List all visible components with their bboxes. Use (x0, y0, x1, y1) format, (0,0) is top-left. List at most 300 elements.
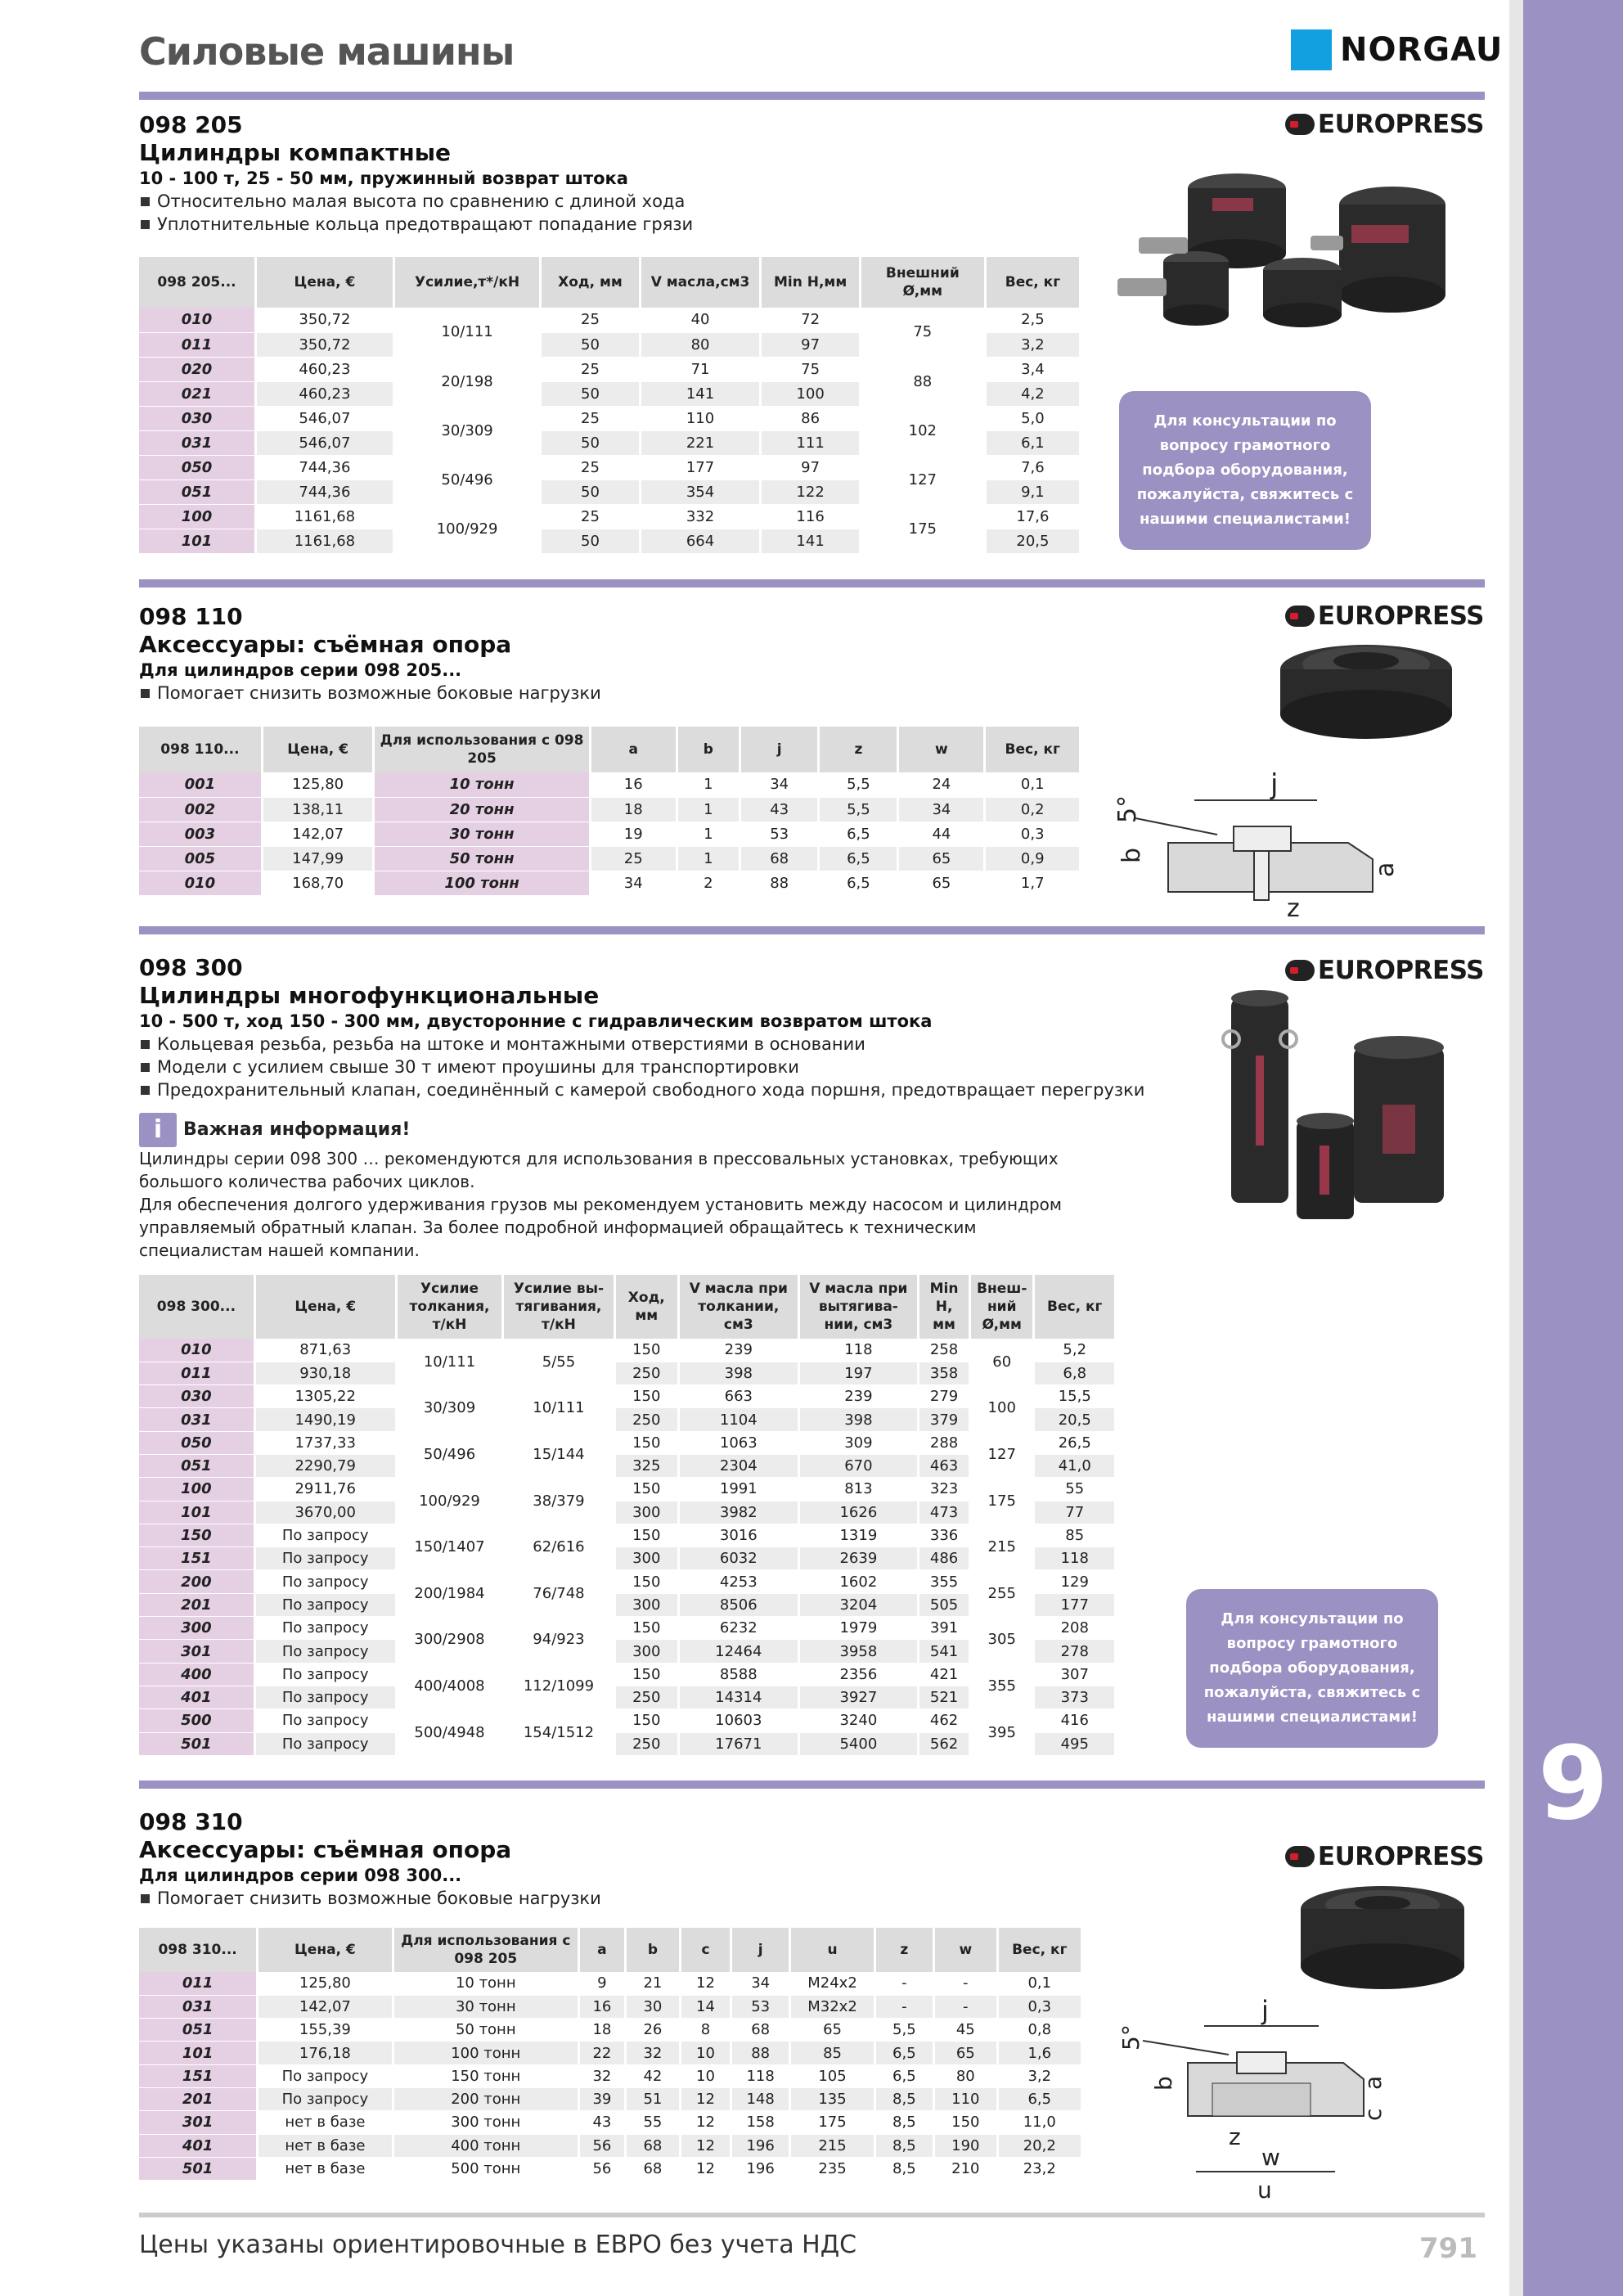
article-code: 021 (139, 381, 255, 406)
table-cell: 379 (919, 1408, 970, 1431)
table-header: V масла,см3 (640, 257, 761, 308)
table-cell: 50 (541, 381, 640, 406)
table-row (139, 2087, 1082, 2110)
table-cell: 239 (679, 1339, 799, 1362)
table-cell: 300 тонн (393, 2111, 578, 2134)
table-cell: 10603 (679, 1709, 799, 1732)
table-cell: 25 (541, 455, 640, 479)
table-header: Усилие,т*/кН (393, 257, 540, 308)
product-subtitle: 10 - 100 т, 25 - 50 мм, пружинный возврат штока (139, 169, 628, 188)
table-cell: 10/111 (393, 308, 540, 357)
table-cell: 1104 (679, 1408, 799, 1431)
table-cell: 6,5 (874, 2064, 933, 2087)
table-cell: По запросу (254, 1732, 396, 1755)
table-cell: 148 (731, 2087, 790, 2110)
article-code: 011 (139, 332, 255, 357)
table-cell: 250 (614, 1362, 679, 1384)
table-cell: 118 (798, 1339, 919, 1362)
table-cell: 122 (761, 479, 860, 504)
section-divider (139, 579, 1485, 588)
table-cell: 4253 (679, 1570, 799, 1593)
table-cell: - (874, 1972, 933, 1995)
table-cell: По запросу (258, 2087, 393, 2110)
product-code: 098 110 (139, 603, 243, 630)
section-divider (139, 926, 1485, 934)
table-cell: 45 (934, 2019, 998, 2042)
table-cell: 150 тонн (393, 2064, 578, 2087)
table-cell: 0,2 (985, 797, 1081, 822)
table-cell: 813 (798, 1478, 919, 1501)
article-code: 051 (139, 1454, 254, 1477)
table-cell: 50 (541, 430, 640, 455)
table-row (139, 2111, 1082, 2134)
table-cell: 60 (969, 1339, 1034, 1385)
table-cell: 2639 (798, 1547, 919, 1570)
table-header: 098 205... (139, 257, 255, 308)
table-cell: 221 (640, 430, 761, 455)
table-cell: 325 (614, 1454, 679, 1477)
norgau-square-icon (1291, 29, 1332, 70)
table-row (139, 2064, 1082, 2087)
support-base-diagram (1103, 761, 1414, 925)
table-cell: 40 (640, 308, 761, 332)
table-cell: 77 (1034, 1501, 1116, 1524)
table-cell: 50 (541, 479, 640, 504)
table-cell: 75 (860, 308, 985, 357)
table-cell: 250 (614, 1408, 679, 1431)
table-cell: 258 (919, 1339, 970, 1362)
table-cell: 94/923 (503, 1617, 614, 1663)
table-cell: 65 (790, 2019, 874, 2042)
table-cell: 51 (625, 2087, 680, 2110)
table-header: 098 310... (139, 1928, 258, 1972)
table-cell: 15,5 (1034, 1385, 1116, 1408)
table-cell: 30/309 (396, 1385, 503, 1432)
table-cell: 744,36 (255, 479, 393, 504)
feature-bullet: Предохранительный клапан, соединённый с камерой свободного хода поршня, предотвращает перегрузки (139, 1078, 1144, 1101)
table-cell: 8,5 (874, 2134, 933, 2157)
table-cell: 495 (1034, 1732, 1116, 1755)
table-cell: 65 (898, 846, 985, 871)
table-cell: 6032 (679, 1547, 799, 1570)
table-cell: 8,5 (874, 2157, 933, 2180)
table-header: 098 300... (139, 1275, 254, 1339)
article-code: 151 (139, 1547, 254, 1570)
feature-bullet: Относительно малая высота по сравнению с длиной хода (139, 190, 693, 213)
article-code: 011 (139, 1972, 258, 1995)
table-row (139, 308, 1081, 332)
table-cell: 1991 (679, 1478, 799, 1501)
table-row (139, 1570, 1116, 1593)
table-cell: 150 (934, 2111, 998, 2134)
table-row (139, 406, 1081, 430)
table-cell: 3958 (798, 1640, 919, 1663)
table-cell: 175 (969, 1478, 1034, 1524)
table-cell: 105 (790, 2064, 874, 2087)
table-cell: 871,63 (254, 1339, 396, 1362)
table-header: Цена, € (258, 1928, 393, 1972)
info-icon: i (139, 1113, 177, 1147)
table-cell: 10 тонн (393, 1972, 578, 1995)
table-cell: 25 (541, 504, 640, 529)
table-row (139, 822, 1081, 846)
spec-table-098110 (139, 727, 1081, 896)
table-cell: 5,5 (874, 2019, 933, 2042)
table-cell: 500/4948 (396, 1709, 503, 1756)
table-cell: 175 (860, 504, 985, 553)
table-cell: 14314 (679, 1686, 799, 1708)
table-cell: 0,8 (997, 2019, 1081, 2042)
table-cell: 416 (1034, 1709, 1116, 1732)
article-code: 031 (139, 1995, 258, 2018)
table-cell: 210 (934, 2157, 998, 2180)
table-cell: 200/1984 (396, 1570, 503, 1617)
table-cell: 26 (625, 2019, 680, 2042)
table-cell: 1 (677, 846, 740, 871)
table-cell: По запросу (254, 1593, 396, 1616)
table-cell: 158 (731, 2111, 790, 2134)
table-cell: 300 (614, 1593, 679, 1616)
table-cell: 1161,68 (255, 504, 393, 529)
table-cell: 43 (740, 797, 819, 822)
table-cell: 300 (614, 1501, 679, 1524)
table-header: z (874, 1928, 933, 1972)
table-cell: 20 тонн (374, 797, 590, 822)
feature-bullet: Кольцевая резьба, резьба на штоке и монтажными отверстиями в основании (139, 1033, 1144, 1056)
table-header: V масла при вытягива-нии, см3 (798, 1275, 919, 1339)
table-cell: 744,36 (255, 455, 393, 479)
table-cell: 10 (680, 2064, 731, 2087)
consult-box: Для консультации по вопросу грамотного подбора оборудования, пожалуйста, свяжитесь с нашими специалистами! (1186, 1589, 1438, 1748)
svg-text:w: w (1261, 2144, 1280, 2171)
table-header: a (578, 1928, 625, 1972)
table-row (139, 1339, 1116, 1362)
section-divider (139, 92, 1485, 100)
table-cell: 546,07 (255, 430, 393, 455)
table-cell: 1602 (798, 1570, 919, 1593)
europress-logo: EUROPRESS (1285, 1844, 1484, 1870)
table-cell: 0,1 (997, 1972, 1081, 1995)
table-cell: 18 (590, 797, 677, 822)
svg-text:z: z (1287, 894, 1300, 923)
europress-mark-icon (1285, 114, 1315, 135)
table-header: Min H, мм (919, 1275, 970, 1339)
table-cell: 24 (898, 772, 985, 797)
table-cell: 5,0 (985, 406, 1080, 430)
article-code: 050 (139, 1431, 254, 1454)
table-cell: 30 (625, 1995, 680, 2018)
table-cell: 6,5 (997, 2087, 1081, 2110)
table-cell: 154/1512 (503, 1709, 614, 1756)
table-cell: 358 (919, 1362, 970, 1384)
article-code: 501 (139, 1732, 254, 1755)
table-cell: 664 (640, 529, 761, 553)
table-cell: 34 (740, 772, 819, 797)
europress-logo: EUROPRESS (1285, 603, 1484, 629)
table-cell: 150 (614, 1478, 679, 1501)
table-header: c (680, 1928, 731, 1972)
table-cell: По запросу (254, 1686, 396, 1708)
table-cell: 147,99 (262, 846, 374, 871)
section-098300 (139, 954, 1144, 1101)
product-subtitle: Для цилиндров серии 098 300... (139, 1866, 462, 1885)
table-cell: 3927 (798, 1686, 919, 1708)
table-cell: 150 (614, 1339, 679, 1362)
table-row (139, 1501, 1116, 1524)
table-row (139, 1593, 1116, 1616)
table-cell: 97 (761, 332, 860, 357)
table-cell: 175 (790, 2111, 874, 2134)
table-cell: 11,0 (997, 2111, 1081, 2134)
article-code: 201 (139, 1593, 254, 1616)
table-row (139, 1431, 1116, 1454)
table-header: Внеш-ний Ø,мм (969, 1275, 1034, 1339)
europress-mark-icon (1285, 1846, 1315, 1867)
table-cell: 72 (761, 308, 860, 332)
table-cell: 23,2 (997, 2157, 1081, 2180)
table-cell: 486 (919, 1547, 970, 1570)
table-cell: 85 (790, 2042, 874, 2064)
table-cell: 100 тонн (374, 871, 590, 895)
table-cell: 30 тонн (393, 1995, 578, 2018)
feature-bullet: Помогает снизить возможные боковые нагрузки (139, 682, 601, 705)
table-cell: 39 (578, 2087, 625, 2110)
table-cell: 100/929 (393, 504, 540, 553)
table-cell: 1 (677, 822, 740, 846)
table-cell: 3,2 (985, 332, 1080, 357)
table-cell: 309 (798, 1431, 919, 1454)
table-cell: 332 (640, 504, 761, 529)
table-cell: 150 (614, 1663, 679, 1686)
article-code: 100 (139, 1478, 254, 1501)
product-code: 098 300 (139, 954, 243, 981)
support-base-photo (1264, 637, 1468, 751)
article-code: 200 (139, 1570, 254, 1593)
article-code: 002 (139, 797, 262, 822)
table-cell: 30 тонн (374, 822, 590, 846)
table-cell: 125,80 (258, 1972, 393, 1995)
table-row (139, 1478, 1116, 1501)
table-header: Цена, € (262, 727, 374, 772)
table-row (139, 772, 1081, 797)
article-code: 050 (139, 455, 255, 479)
table-cell: - (934, 1972, 998, 1995)
table-cell: 22 (578, 2042, 625, 2064)
info-title: Важная информация! (183, 1119, 411, 1140)
article-code: 031 (139, 430, 255, 455)
table-cell: 100 (761, 381, 860, 406)
svg-text:a: a (1371, 862, 1400, 877)
table-cell: 150 (614, 1524, 679, 1546)
table-cell: 116 (761, 504, 860, 529)
table-cell: 5,5 (819, 772, 898, 797)
table-cell: 42 (625, 2064, 680, 2087)
table-cell: 1 (677, 772, 740, 797)
table-cell: 142,07 (262, 822, 374, 846)
table-cell: 65 (898, 871, 985, 895)
table-cell: 17,6 (985, 504, 1080, 529)
table-cell: 196 (731, 2134, 790, 2157)
table-row (139, 2042, 1082, 2064)
table-cell: 305 (969, 1617, 1034, 1663)
norgau-logo (1291, 29, 1503, 70)
product-title: Аксессуары: съёмная опора (139, 1836, 512, 1863)
table-cell: 460,23 (255, 381, 393, 406)
svg-text:z: z (1229, 2123, 1241, 2150)
table-cell: 62/616 (503, 1524, 614, 1570)
table-cell: 323 (919, 1478, 970, 1501)
table-cell: 460,23 (255, 357, 393, 381)
table-cell: 463 (919, 1454, 970, 1477)
table-cell: 0,3 (997, 1995, 1081, 2018)
important-info (139, 1113, 1088, 1262)
table-cell: 400/4008 (396, 1663, 503, 1709)
table-cell: 88 (860, 357, 985, 406)
table-cell: 12 (680, 2087, 731, 2110)
europress-mark-icon (1285, 606, 1315, 627)
table-row (139, 2134, 1082, 2157)
table-cell: 5400 (798, 1732, 919, 1755)
table-row (139, 1995, 1082, 2018)
article-code: 011 (139, 1362, 254, 1384)
article-code: 001 (139, 772, 262, 797)
consult-box: Для консультации по вопросу грамотного подбора оборудования, пожалуйста, свяжитесь с нашими специалистами! (1119, 391, 1371, 550)
table-cell: 250 (614, 1732, 679, 1755)
table-cell: 215 (969, 1524, 1034, 1570)
table-cell: 102 (860, 406, 985, 455)
table-row (139, 1547, 1116, 1570)
feature-bullet: Модели с усилием свыше 30 т имеют проушины для транспортировки (139, 1056, 1144, 1078)
table-cell: 6232 (679, 1617, 799, 1640)
table-cell: 355 (969, 1663, 1034, 1709)
table-cell: 562 (919, 1732, 970, 1755)
table-header: j (731, 1928, 790, 1972)
table-cell: 546,07 (255, 406, 393, 430)
table-cell: 15/144 (503, 1431, 614, 1478)
article-code: 401 (139, 2134, 258, 2157)
section-098110 (139, 603, 601, 705)
chapter-number: 9 (1537, 1725, 1609, 1843)
table-header: Вес, кг (997, 1928, 1081, 1972)
table-row (139, 1524, 1116, 1546)
page-title: Силовые машины (139, 29, 515, 74)
table-cell: 500 тонн (393, 2157, 578, 2180)
table-cell: 3204 (798, 1593, 919, 1616)
table-cell: - (934, 1995, 998, 2018)
product-subtitle: Для цилиндров серии 098 205... (139, 660, 462, 680)
table-cell: 1,6 (997, 2042, 1081, 2064)
section-098205 (139, 111, 693, 236)
table-cell: 32 (578, 2064, 625, 2087)
table-cell: 400 тонн (393, 2134, 578, 2157)
article-code: 051 (139, 2019, 258, 2042)
table-cell: 6,1 (985, 430, 1080, 455)
table-cell: 6,8 (1034, 1362, 1116, 1384)
table-cell: 150 (614, 1385, 679, 1408)
table-cell: 177 (1034, 1593, 1116, 1616)
product-title: Цилиндры многофункциональные (139, 982, 600, 1009)
table-row (139, 1617, 1116, 1640)
table-cell: 215 (790, 2134, 874, 2157)
table-cell: 12 (680, 2134, 731, 2157)
table-cell: 56 (578, 2134, 625, 2157)
table-cell: 50 (541, 332, 640, 357)
table-row (139, 357, 1081, 381)
table-header: Внешний Ø,мм (860, 257, 985, 308)
article-code: 005 (139, 846, 262, 871)
article-code: 301 (139, 1640, 254, 1663)
article-code: 030 (139, 406, 255, 430)
table-cell: 6,5 (819, 822, 898, 846)
table-row (139, 1686, 1116, 1708)
table-cell: 2356 (798, 1663, 919, 1686)
table-cell: 197 (798, 1362, 919, 1384)
sidebar-gap (1509, 0, 1523, 2296)
table-header: Цена, € (254, 1275, 396, 1339)
table-cell: 68 (625, 2134, 680, 2157)
table-cell: 1319 (798, 1524, 919, 1546)
table-cell: M32x2 (790, 1995, 874, 2018)
table-cell: 150 (614, 1617, 679, 1640)
table-cell: 235 (790, 2157, 874, 2180)
table-row (139, 1663, 1116, 1686)
table-cell: 53 (731, 1995, 790, 2018)
table-cell: 208 (1034, 1617, 1116, 1640)
table-cell: 20/198 (393, 357, 540, 406)
table-cell: 1737,33 (254, 1431, 396, 1454)
svg-text:a: a (1360, 2075, 1387, 2090)
section-divider (139, 1781, 1485, 1789)
spec-table-098300 (139, 1275, 1117, 1756)
table-cell: 8,5 (874, 2087, 933, 2110)
table-cell: 421 (919, 1663, 970, 1686)
table-cell: 6,5 (819, 871, 898, 895)
table-cell: 53 (740, 822, 819, 846)
table-cell: По запросу (254, 1570, 396, 1593)
table-cell: 300/2908 (396, 1617, 503, 1663)
table-row (139, 797, 1081, 822)
table-cell: 300 (614, 1547, 679, 1570)
table-cell: 398 (679, 1362, 799, 1384)
table-cell: - (874, 1995, 933, 2018)
table-header: Ход, мм (541, 257, 640, 308)
table-row (139, 1408, 1116, 1431)
table-cell: 71 (640, 357, 761, 381)
table-cell: 32 (625, 2042, 680, 2064)
product-title: Аксессуары: съёмная опора (139, 631, 512, 658)
article-code: 500 (139, 1709, 254, 1732)
table-cell: 2290,79 (254, 1454, 396, 1477)
table-cell: 150 (614, 1709, 679, 1732)
table-cell: 255 (969, 1570, 1034, 1617)
table-cell: 20,5 (1034, 1408, 1116, 1431)
table-cell: 12 (680, 2157, 731, 2180)
svg-text:5°: 5° (1113, 795, 1142, 823)
table-cell: 150/1407 (396, 1524, 503, 1570)
table-cell: 12 (680, 2111, 731, 2134)
chapter-sidebar (1523, 0, 1623, 2296)
svg-text:u: u (1257, 2177, 1272, 2204)
table-cell: 38/379 (503, 1478, 614, 1524)
table-cell: M24x2 (790, 1972, 874, 1995)
article-code: 301 (139, 2111, 258, 2134)
table-cell: 12464 (679, 1640, 799, 1663)
table-cell: 141 (761, 529, 860, 553)
table-cell: 155,39 (258, 2019, 393, 2042)
table-cell: 10/111 (396, 1339, 503, 1385)
article-code: 151 (139, 2064, 258, 2087)
table-cell: 50 тонн (393, 2019, 578, 2042)
